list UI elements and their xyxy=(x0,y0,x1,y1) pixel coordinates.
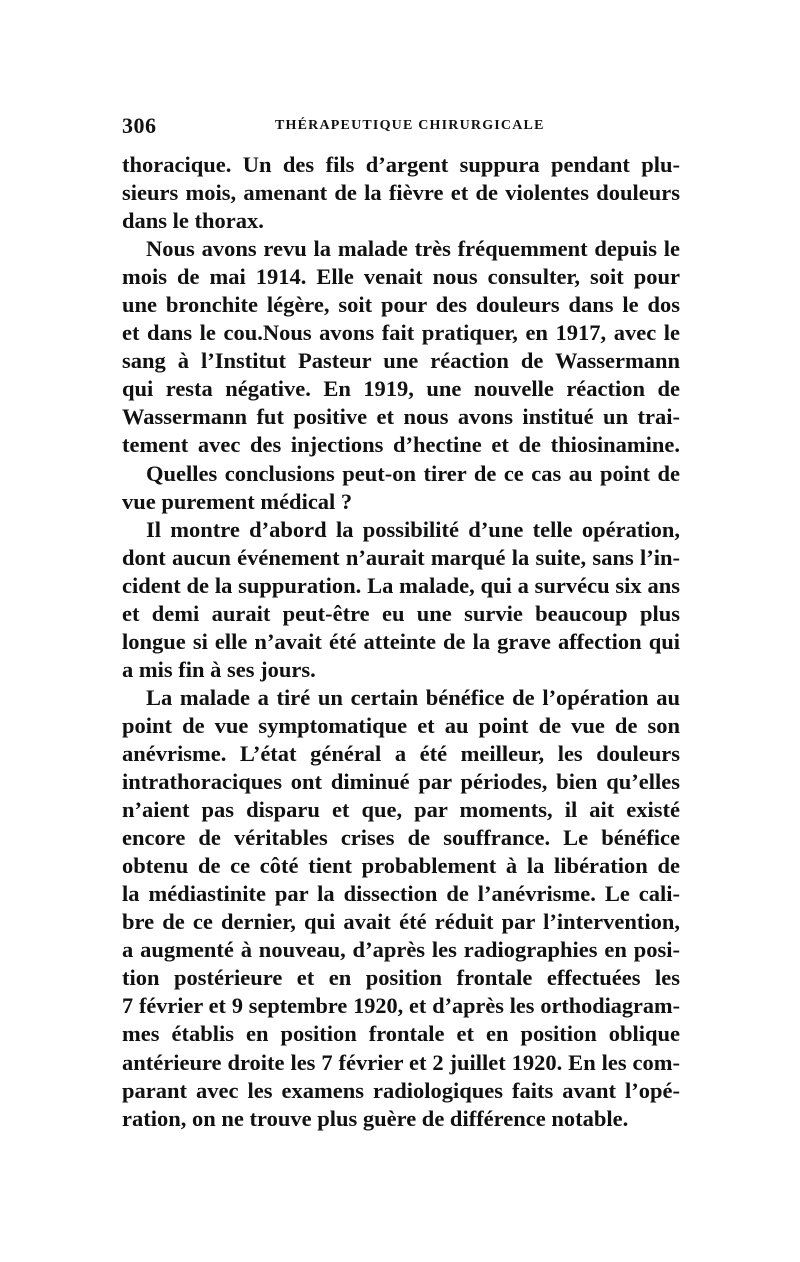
text-line: Nous avons revu la malade très fréquemment depuis le xyxy=(146,236,680,262)
text-line: a augmenté à nouveau, d’après les radiographies en posi- xyxy=(122,937,680,963)
text-line: Wassermann fut positive et nous avons institué un trai- xyxy=(122,404,680,430)
text-line: anévrisme. L’état général a été meilleur, les douleurs xyxy=(122,740,680,766)
text-line: encore de véritables crises de souffrance. Le bénéfice xyxy=(122,825,680,851)
text-line: dans le thorax. xyxy=(122,208,264,234)
text-line: vue purement médical ? xyxy=(122,488,353,514)
text-line: ration, on ne trouve plus guère de différence notable. xyxy=(122,1105,629,1131)
text-line: qui resta négative. En 1919, une nouvelle réaction de xyxy=(122,376,680,402)
text-line: intrathoraciques ont diminué par périodes, bien qu’elles xyxy=(122,769,680,795)
text-line: n’aient pas disparu et que, par moments, il ait existé xyxy=(122,797,680,823)
text-line: dont aucun événement n’aurait marqué la suite, sans l’in- xyxy=(122,544,680,570)
text-line: une bronchite légère, soit pour des douleurs dans le dos xyxy=(122,292,680,318)
text-line: antérieure droite les 7 février et 2 juillet 1920. En les com- xyxy=(122,1049,680,1075)
text-line: 7 février et 9 septembre 1920, et d’après les orthodiagram- xyxy=(122,993,680,1019)
text-line: La malade a tiré un certain bénéfice de l’opération au xyxy=(146,684,680,710)
text-line: point de vue symptomatique et au point de vue de son xyxy=(122,712,680,738)
text-line: mes établis en position frontale et en position oblique xyxy=(122,1021,680,1047)
text-line: Il montre d’abord la possibilité d’une telle opération, xyxy=(146,516,680,542)
text-line: parant avec les examens radiologiques faits avant l’opé- xyxy=(122,1077,680,1103)
text-line: Quelles conclusions peut-on tirer de ce cas au point de xyxy=(146,460,680,486)
text-line: tement avec des injections d’hectine et de thiosinamine. xyxy=(122,432,680,458)
body-text xyxy=(122,151,680,1133)
text-line: obtenu de ce côté tient probablement à la libération de xyxy=(122,853,680,879)
page-number: 306 xyxy=(122,113,157,138)
text-line: et dans le cou.Nous avons fait pratiquer, en 1917, avec le xyxy=(122,320,680,346)
text-line: sang à l’Institut Pasteur une réaction de Wassermann xyxy=(122,348,680,374)
text-line: a mis fin à ses jours. xyxy=(122,656,316,682)
running-head xyxy=(122,113,680,139)
text-line: et demi aurait peut-être eu une survie beaucoup plus xyxy=(122,600,680,626)
running-title: THÉRAPEUTIQUE CHIRURGICALE xyxy=(275,118,545,133)
text-line: longue si elle n’avait été atteinte de la grave affection qui xyxy=(122,628,680,654)
text-line: tion postérieure et en position frontale effectuées les xyxy=(122,965,680,991)
text-line: cident de la suppuration. La malade, qui a survécu six ans xyxy=(122,572,680,598)
text-line: bre de ce dernier, qui avait été réduit par l’intervention, xyxy=(122,909,680,935)
text-line: mois de mai 1914. Elle venait nous consulter, soit pour xyxy=(122,264,680,290)
text-line: thoracique. Un des fils d’argent suppura pendant plu- xyxy=(122,152,680,177)
text-line: sieurs mois, amenant de la fièvre et de violentes douleurs xyxy=(122,180,680,206)
text-line: la médiastinite par la dissection de l’anévrisme. Le cali- xyxy=(122,881,680,907)
